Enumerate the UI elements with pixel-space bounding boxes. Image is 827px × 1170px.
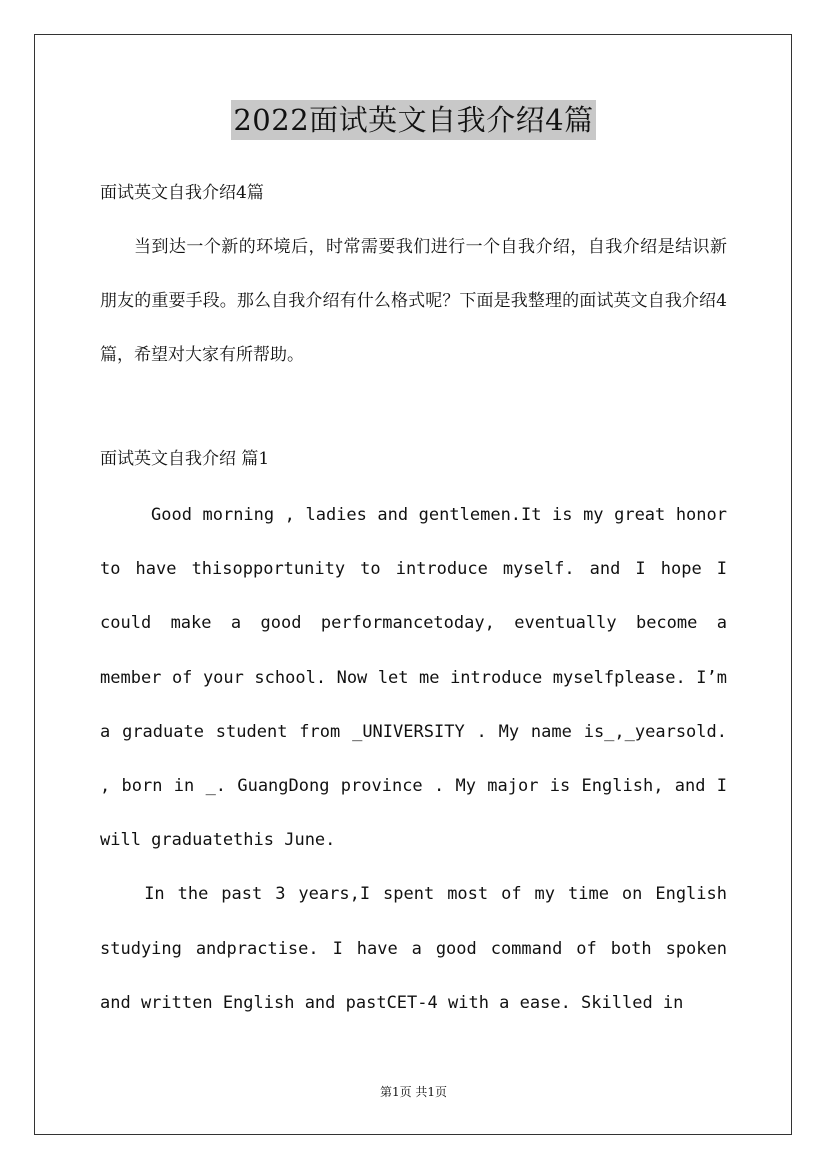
- intro-paragraph: 当到达一个新的环境后，时常需要我们进行一个自我介绍，自我介绍是结识新朋友的重要手段。那么自我介绍有什么格式呢？下面是我整理的面试英文自我介绍4篇，希望对大家有所帮助。: [100, 237, 727, 365]
- section1-paragraph-1: Good morning , ladies and gentlemen.It is my great honor to have thisopportunity to introduce myself. and I hope I could make a good performancetoday, eventually become a member of your school. Now let me introduce myselfplease. I’m a graduate student from _UNIVERSITY . My name is_,_yearsold. , born in _. GuangDong province . My major is English, and I will graduatethis June.: [100, 505, 727, 851]
- spacer: [100, 212, 727, 220]
- section-heading-1: 面试英文自我介绍 篇1: [100, 449, 270, 469]
- document-title: 2022面试英文自我介绍4篇: [231, 100, 595, 140]
- section1-paragraph-2: In the past 3 years,I spent most of my time on English studying andpractise. I have a good command of both spoken and written English and pastCET-4 with a ease. Skilled in: [100, 884, 727, 1013]
- document-body: [100, 174, 727, 1030]
- document-subtitle: 面试英文自我介绍4篇: [100, 183, 264, 203]
- spacer: [100, 382, 727, 440]
- page-footer: 第1页 共1页: [379, 1085, 448, 1099]
- spacer: [100, 478, 727, 488]
- title-wrap: [0, 100, 827, 140]
